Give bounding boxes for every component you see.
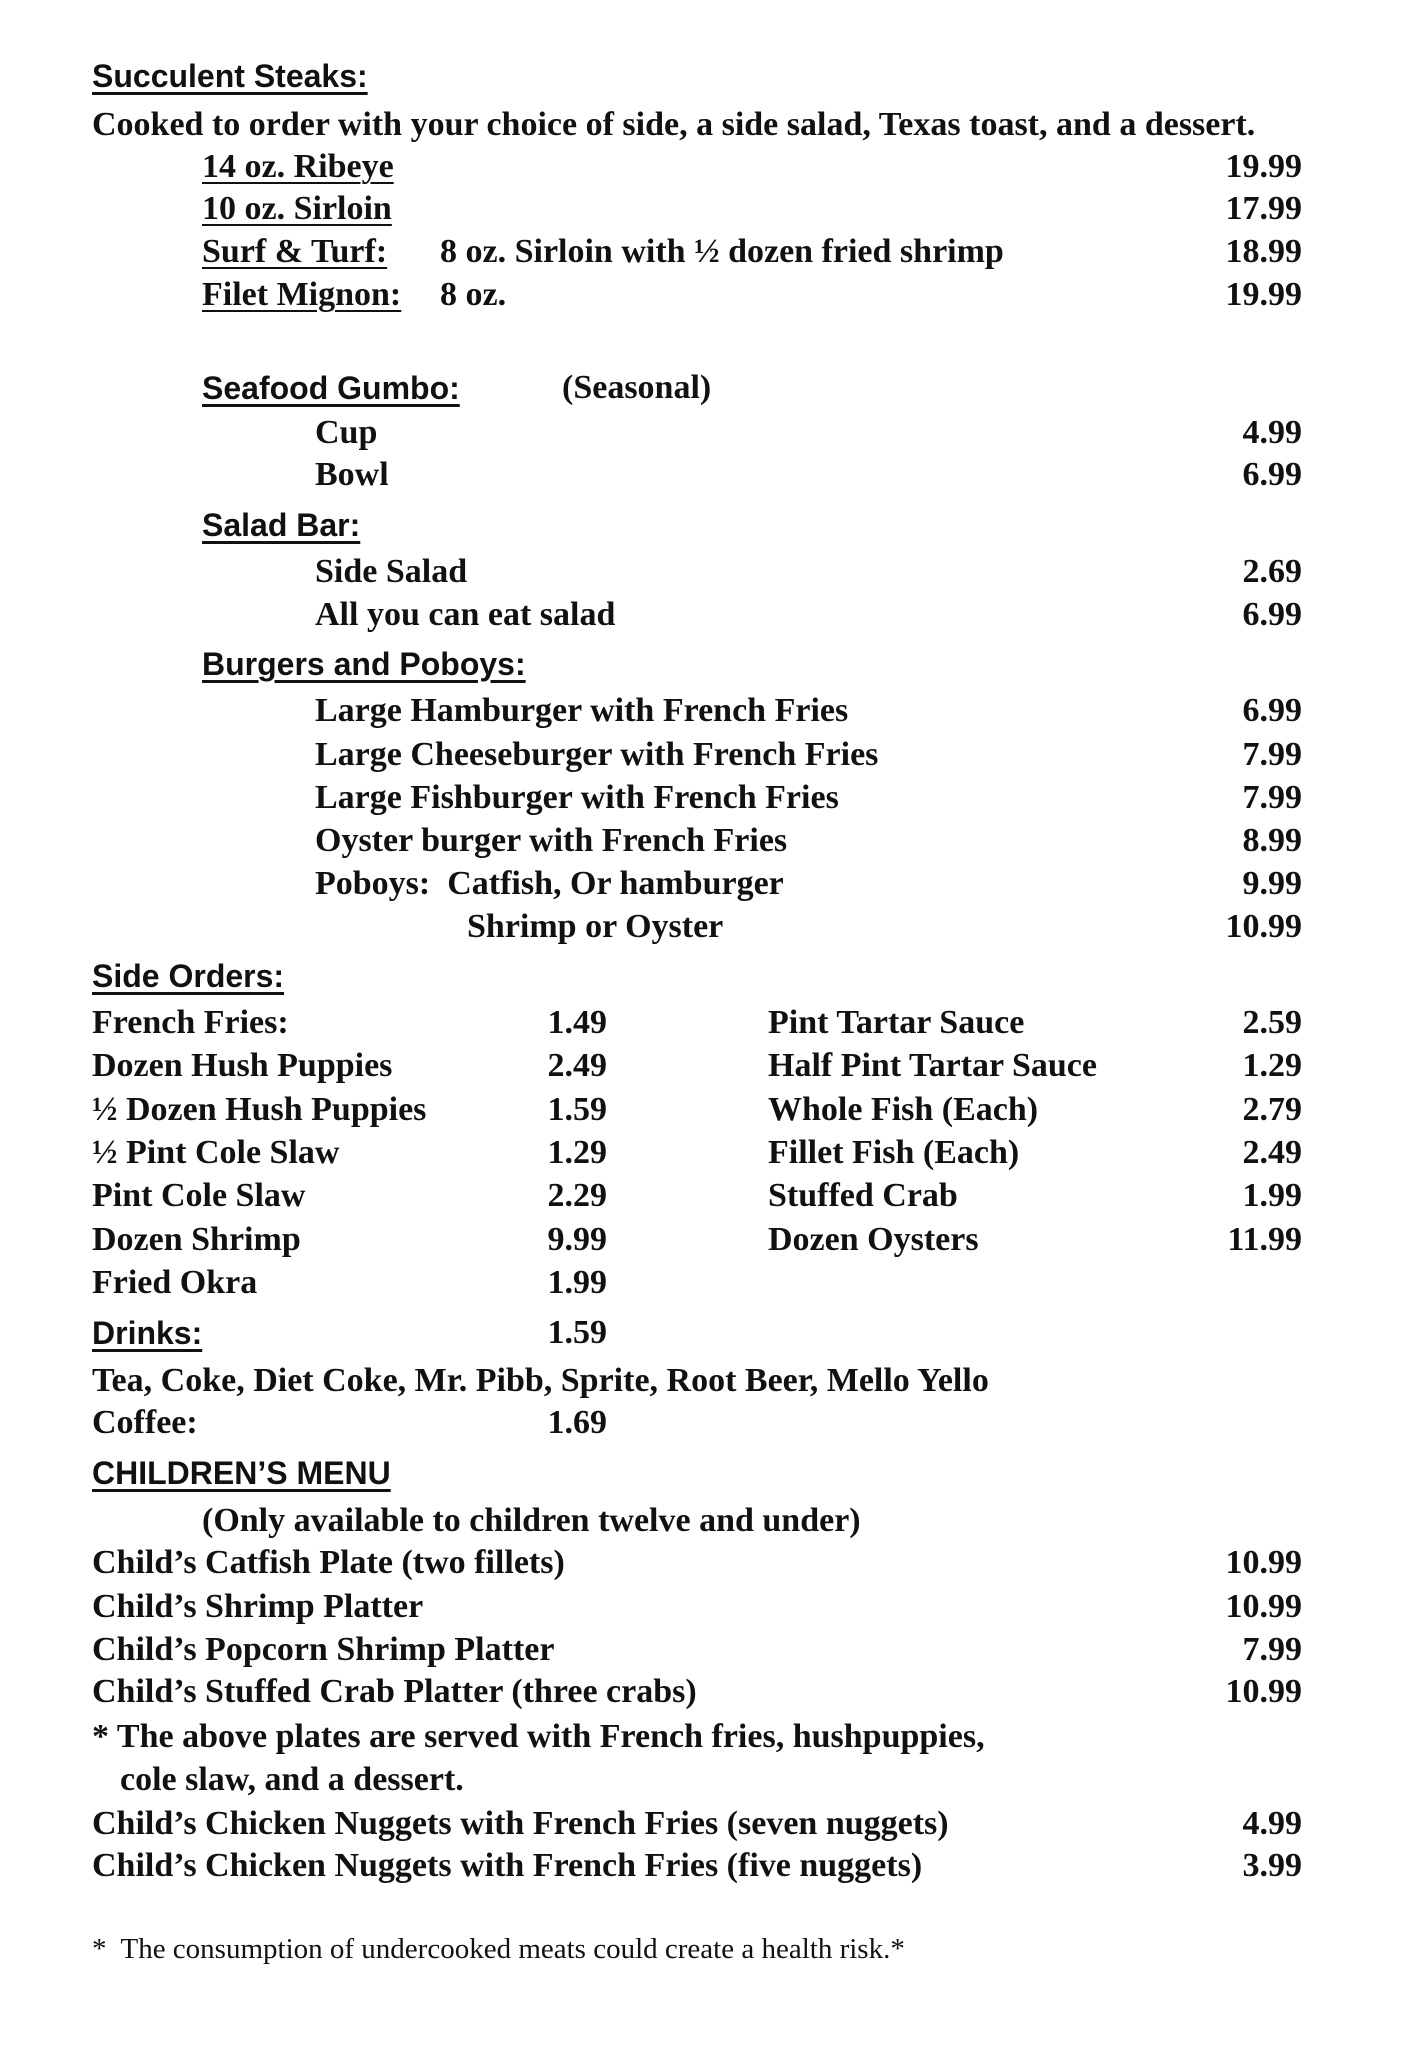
section-heading-gumbo: Seafood Gumbo: (202, 370, 460, 406)
item-price: 10.99 (1225, 1544, 1302, 1581)
item-price: 1.99 (1242, 1177, 1302, 1214)
item-price: 7.99 (1242, 736, 1302, 773)
item-name: Child’s Chicken Nuggets with French Fries (five nuggets) (92, 1847, 923, 1884)
item-name: Dozen Hush Puppies (92, 1047, 393, 1084)
item-price: 1.59 (547, 1091, 607, 1128)
item-price: 4.99 (1242, 414, 1302, 451)
item-price: 9.99 (547, 1221, 607, 1258)
item-price: 1.29 (1242, 1047, 1302, 1084)
item-price: 18.99 (1225, 233, 1302, 270)
item-name: Side Salad (315, 553, 468, 590)
item-name: Large Fishburger with French Fries (315, 779, 839, 816)
item-name: Oyster burger with French Fries (315, 822, 788, 859)
item-name: Filet Mignon: (202, 276, 402, 313)
section-heading-burgers: Burgers and Poboys: (202, 646, 526, 682)
item-price: 17.99 (1225, 190, 1302, 227)
item-price: 10.99 (1225, 1673, 1302, 1710)
item-name: Half Pint Tartar Sauce (768, 1047, 1097, 1084)
coffee-label: Coffee: (92, 1404, 198, 1441)
item-price: 1.29 (547, 1134, 607, 1171)
item-name: Whole Fish (Each) (768, 1091, 1039, 1128)
item-detail: 8 oz. Sirloin with ½ dozen fried shrimp (440, 233, 1004, 270)
item-name: ½ Dozen Hush Puppies (92, 1091, 427, 1128)
item-price: 2.29 (547, 1177, 607, 1214)
item-name: ½ Pint Cole Slaw (92, 1134, 340, 1171)
steaks-description: Cooked to order with your choice of side, a side salad, Texas toast, and a dessert. (92, 106, 1256, 143)
section-heading-childrens-menu: CHILDREN’S MENU (92, 1455, 391, 1491)
item-price: 2.79 (1242, 1091, 1302, 1128)
item-price: 2.69 (1242, 553, 1302, 590)
item-name: Child’s Popcorn Shrimp Platter (92, 1631, 555, 1668)
section-heading-side-orders: Side Orders: (92, 958, 285, 994)
item-price: 19.99 (1225, 276, 1302, 313)
item-name: Surf & Turf: (202, 233, 388, 270)
drinks-list: Tea, Coke, Diet Coke, Mr. Pibb, Sprite, Root Beer, Mello Yello (92, 1362, 989, 1399)
item-price: 9.99 (1242, 865, 1302, 902)
item-name: Pint Cole Slaw (92, 1177, 306, 1214)
item-name: Bowl (315, 456, 389, 493)
item-name: Child’s Shrimp Platter (92, 1588, 424, 1625)
item-price: 1.49 (547, 1004, 607, 1041)
item-name: All you can eat salad (315, 596, 616, 633)
item-name: 10 oz. Sirloin (202, 190, 392, 227)
item-price: 2.49 (547, 1047, 607, 1084)
item-name: Dozen Oysters (768, 1221, 979, 1258)
health-risk-disclaimer: * The consumption of undercooked meats could create a health risk.* (92, 1933, 905, 1965)
item-name: Fillet Fish (Each) (768, 1134, 1020, 1171)
item-name: Poboys: Catfish, Or hamburger (315, 865, 784, 902)
item-price: 7.99 (1242, 779, 1302, 816)
section-heading-steaks: Succulent Steaks: (92, 58, 368, 94)
item-detail: 8 oz. (440, 276, 507, 313)
item-price: 19.99 (1225, 148, 1302, 185)
item-price: 10.99 (1225, 908, 1302, 945)
item-price: 3.99 (1242, 1847, 1302, 1884)
childrens-plates-note-cont: cole slaw, and a dessert. (120, 1761, 464, 1798)
item-name: 14 oz. Ribeye (202, 148, 394, 185)
item-price: 10.99 (1225, 1588, 1302, 1625)
item-price: 2.49 (1242, 1134, 1302, 1171)
item-name: Stuffed Crab (768, 1177, 958, 1214)
section-heading-drinks: Drinks: (92, 1315, 203, 1351)
item-price: 1.99 (547, 1264, 607, 1301)
item-price: 4.99 (1242, 1805, 1302, 1842)
item-name: Shrimp or Oyster (467, 908, 724, 945)
item-price: 11.99 (1227, 1221, 1302, 1258)
item-name: Large Cheeseburger with French Fries (315, 736, 879, 773)
item-price: 6.99 (1242, 692, 1302, 729)
item-price: 8.99 (1242, 822, 1302, 859)
item-price: 7.99 (1242, 1631, 1302, 1668)
item-price: 6.99 (1242, 596, 1302, 633)
item-name: French Fries: (92, 1004, 289, 1041)
item-price: 2.59 (1242, 1004, 1302, 1041)
drinks-price: 1.59 (547, 1314, 607, 1351)
item-name: Large Hamburger with French Fries (315, 692, 849, 729)
item-name: Pint Tartar Sauce (768, 1004, 1025, 1041)
item-name: Fried Okra (92, 1264, 258, 1301)
coffee-price: 1.69 (547, 1404, 607, 1441)
section-heading-salad-bar: Salad Bar: (202, 507, 361, 543)
childrens-plates-note: * The above plates are served with French fries, hushpuppies, (92, 1718, 985, 1755)
gumbo-seasonal-note: (Seasonal) (562, 369, 712, 406)
item-name: Cup (315, 414, 378, 451)
item-name: Child’s Chicken Nuggets with French Fries (seven nuggets) (92, 1805, 949, 1842)
item-price: 6.99 (1242, 456, 1302, 493)
item-name: Child’s Stuffed Crab Platter (three crabs) (92, 1673, 697, 1710)
item-name: Child’s Catfish Plate (two fillets) (92, 1544, 565, 1581)
item-name: Dozen Shrimp (92, 1221, 301, 1258)
childrens-menu-subtitle: (Only available to children twelve and under) (202, 1502, 861, 1539)
